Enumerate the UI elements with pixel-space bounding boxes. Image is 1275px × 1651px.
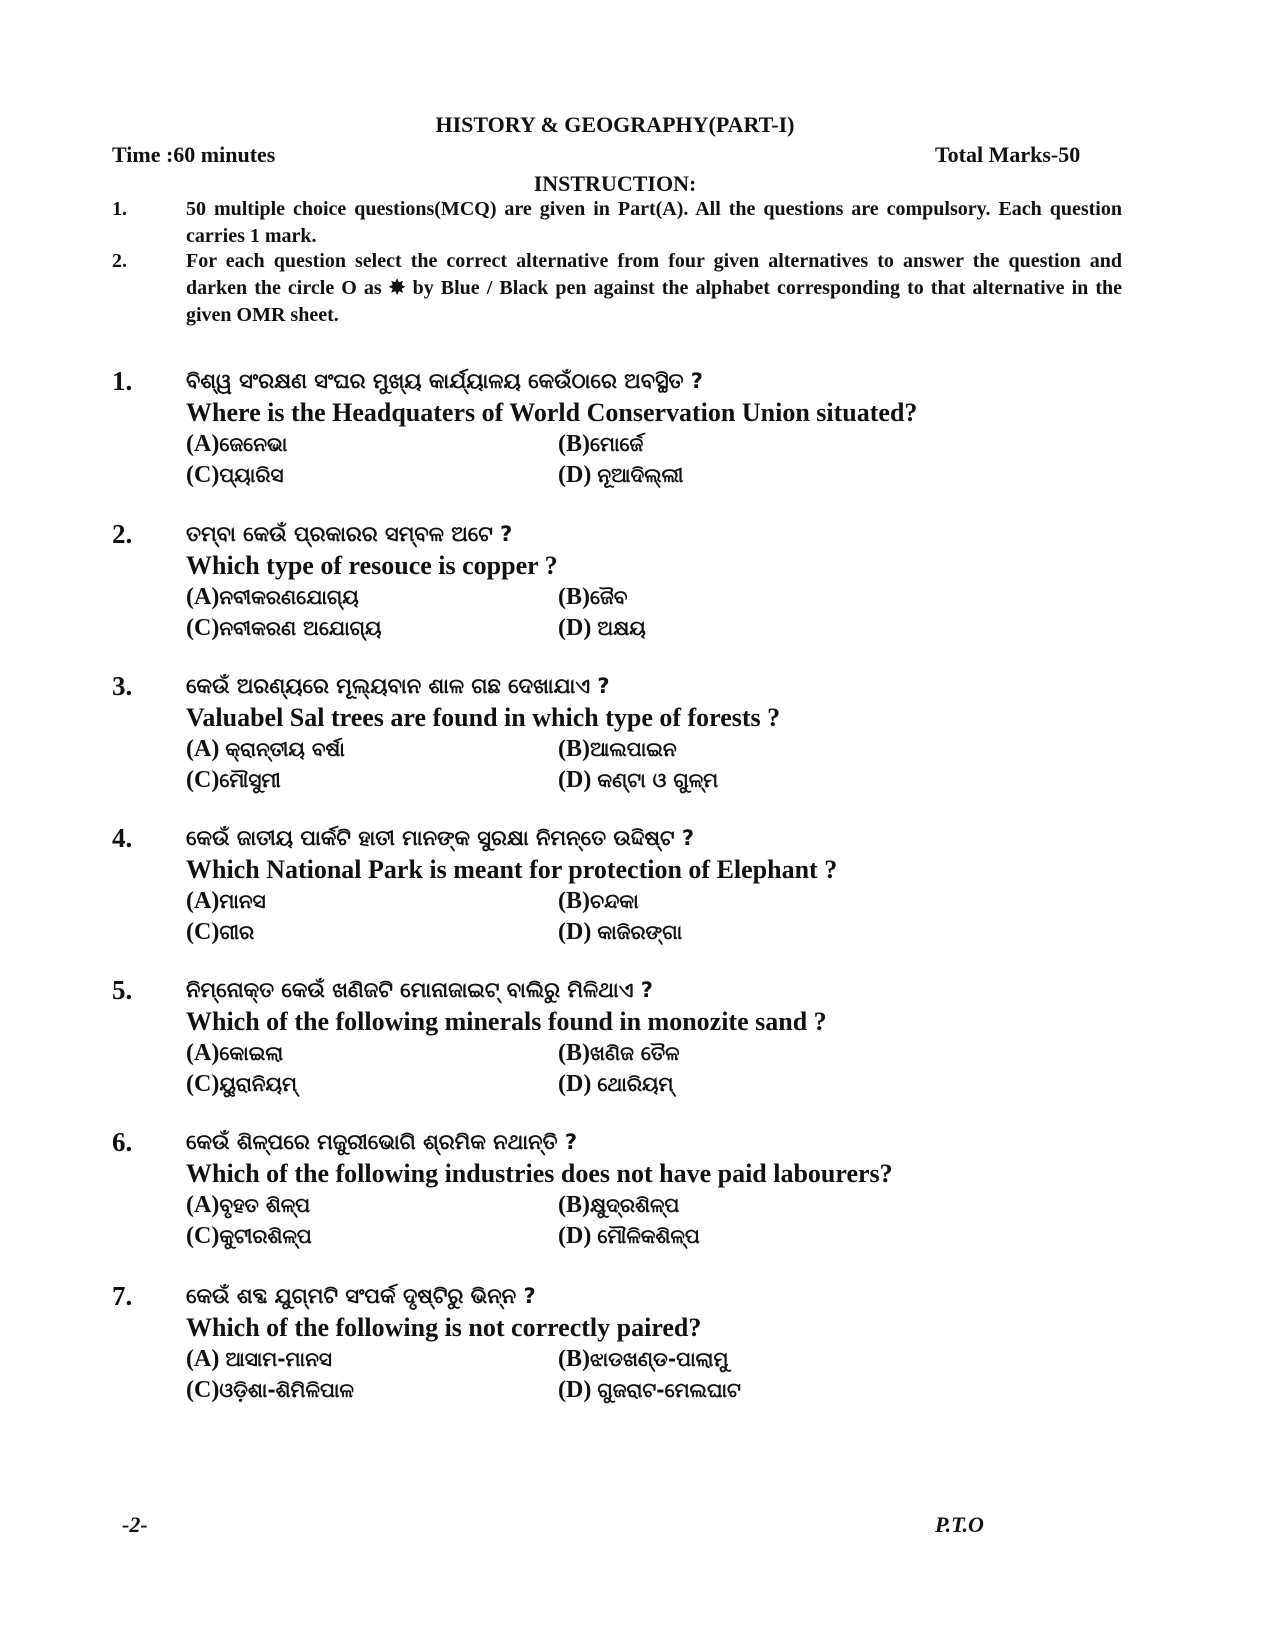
option-b: (B)କ୍ଷୁଦ୍ରଶିଳ୍ପ bbox=[558, 1192, 680, 1218]
question-number: 2. bbox=[112, 519, 133, 549]
option-b: (B)ଝାଡଖଣ୍ଡ-ପାଲାମୁ bbox=[558, 1346, 729, 1372]
question-5 bbox=[112, 975, 1142, 1100]
instruction-number: 2. bbox=[112, 250, 127, 272]
option-d: (D) କାଜିରଙ୍ଗା bbox=[558, 919, 683, 945]
options bbox=[186, 582, 1142, 644]
option-d: (D) ମୌଳିକଶିଳ୍ପ bbox=[558, 1223, 700, 1249]
options bbox=[186, 886, 1142, 948]
question-text-odia: କେଉଁ ଶିଳ୍ପରେ ମଜୁରୀଭୋଗି ଶ୍ରମିକ ନଥାନ୍ତି ? bbox=[186, 1130, 578, 1154]
instruction-text: 50 multiple choice questions(MCQ) are given in Part(A). All the questions are compulsory. Each question carries 1 mark. bbox=[186, 198, 1122, 247]
options bbox=[186, 734, 1142, 796]
instruction-text: For each question select the correct alternative from four given alternatives to answer the question and darken the circle O as ✸ by Blue / Black pen against the alphabet corresponding to that alternative in the given OMR sheet. bbox=[186, 250, 1122, 326]
option-c: (C)କୁଟୀରଶିଳ୍ପ bbox=[186, 1223, 312, 1249]
question-text-english: Which of the following industries does not have paid labourers? bbox=[186, 1159, 893, 1188]
instruction-number: 1. bbox=[112, 198, 127, 220]
question-number: 1. bbox=[112, 366, 133, 396]
question-text-english: Which of the following is not correctly paired? bbox=[186, 1313, 702, 1342]
option-c: (C)ଗୀର bbox=[186, 919, 255, 945]
total-marks-label: Total Marks-50 bbox=[935, 142, 1081, 167]
question-text-english: Where is the Headquaters of World Conservation Union situated? bbox=[186, 398, 918, 427]
question-text-odia: କେଉଁ ଅରଣ୍ୟରେ ମୂଲ୍ୟବାନ ଶାଳ ଗଛ ଦେଖାଯାଏ ? bbox=[186, 674, 610, 698]
option-d: (D) ନୂଆଦିଲ୍ଲୀ bbox=[558, 462, 684, 488]
question-6 bbox=[112, 1127, 1142, 1252]
options bbox=[186, 1344, 1142, 1406]
option-d: (D) ଅକ୍ଷୟ bbox=[558, 615, 646, 641]
option-d: (D) କଣ୍ଟା ଓ ଗୁଳ୍ମ bbox=[558, 767, 719, 793]
option-a: (A) କ୍ରାନ୍ତୀୟ ବର୍ଷା bbox=[186, 736, 345, 762]
option-b: (B)ଚନ୍ଦକା bbox=[558, 888, 639, 914]
question-number: 4. bbox=[112, 823, 133, 853]
question-number: 6. bbox=[112, 1127, 133, 1157]
option-c: (C)ଓଡ଼ିଶା-ଶିମିଳିପାଳ bbox=[186, 1377, 354, 1403]
question-text-english: Which National Park is meant for protection of Elephant ? bbox=[186, 855, 838, 884]
question-7 bbox=[112, 1281, 1142, 1406]
question-text-odia: କେଉଁ ଜାତୀୟ ପାର୍କଟି ହାତୀ ମାନଙ୍କ ସୁରକ୍ଷା ନିମନ୍ତେ ଉଦ୍ଦିଷ୍ଟ ? bbox=[186, 826, 695, 850]
page-number: -2- bbox=[122, 1512, 148, 1537]
page-title: HISTORY & GEOGRAPHY(PART-I) bbox=[435, 112, 795, 137]
question-text-odia: ନିମ୍ନୋକ୍ତ କେଉଁ ଖଣିଜଟି ମୋନାଜାଇଟ୍ ବାଲିରୁ ମିଳିଥାଏ ? bbox=[186, 978, 653, 1002]
question-number: 7. bbox=[112, 1281, 133, 1311]
option-c: (C)ନବୀକରଣ ଅଯୋଗ୍ୟ bbox=[186, 615, 382, 641]
option-b: (B)ଜୈବ bbox=[558, 584, 628, 610]
question-text-english: Valuabel Sal trees are found in which type of forests ? bbox=[186, 703, 781, 732]
options bbox=[186, 429, 1142, 491]
options bbox=[186, 1190, 1142, 1252]
option-a: (A)ଜେନେଭା bbox=[186, 431, 288, 457]
question-1 bbox=[112, 366, 1142, 491]
option-b: (B)ଖଣିଜ ତୈଳ bbox=[558, 1040, 680, 1066]
option-a: (A)ମାନସ bbox=[186, 888, 266, 914]
option-c: (C)ମୌସୁମୀ bbox=[186, 767, 281, 793]
question-text-english: Which type of resouce is copper ? bbox=[186, 551, 558, 580]
option-a: (A)କୋଇଲା bbox=[186, 1040, 284, 1066]
question-3 bbox=[112, 671, 1142, 796]
option-d: (D) ଗୁଜରାଟ-ମେଲଘାଟ bbox=[558, 1377, 741, 1403]
option-c: (C)ୟୁରାନିୟମ୍ bbox=[186, 1071, 297, 1097]
question-text-odia: ତମ୍ବା କେଉଁ ପ୍ରକାରର ସମ୍ବଳ ଅଟେ ? bbox=[186, 522, 513, 546]
question-text-odia: କେଉଁ ଶବ୍ଦ ଯୁଗ୍ମଟି ସଂପର୍କ ଦୃଷ୍ଟିରୁ ଭିନ୍ନ ? bbox=[186, 1284, 536, 1308]
question-number: 5. bbox=[112, 975, 133, 1005]
question-4 bbox=[112, 823, 1142, 948]
instruction-item bbox=[112, 196, 1122, 250]
instruction-heading: INSTRUCTION: bbox=[533, 171, 697, 196]
option-d: (D) ଥୋରିୟମ୍ bbox=[558, 1071, 674, 1097]
option-a: (A) ଆସାମ-ମାନସ bbox=[186, 1346, 332, 1372]
option-a: (A)ବୃହତ ଶିଳ୍ପ bbox=[186, 1192, 311, 1218]
option-b: (B)ଆଲପାଇନ bbox=[558, 736, 677, 762]
question-text-odia: ବିଶ୍ୱ ସଂରକ୍ଷଣ ସଂଘର ମୁଖ୍ୟ କାର୍ଯ୍ୟାଳୟ କେଉଁଠାରେ ଅବସ୍ଥିତ ? bbox=[186, 369, 703, 393]
time-label: Time :60 minutes bbox=[112, 142, 276, 167]
pto-label: P.T.O bbox=[935, 1512, 984, 1537]
option-b: (B)ମୋର୍ଜେ bbox=[558, 431, 644, 457]
options bbox=[186, 1038, 1142, 1100]
option-c: (C)ପ୍ୟାରିସ bbox=[186, 462, 284, 488]
option-a: (A)ନବୀକରଣଯୋଗ୍ୟ bbox=[186, 584, 359, 610]
question-2 bbox=[112, 519, 1142, 644]
instruction-item bbox=[112, 248, 1122, 329]
question-text-english: Which of the following minerals found in monozite sand ? bbox=[186, 1007, 827, 1036]
question-number: 3. bbox=[112, 671, 133, 701]
